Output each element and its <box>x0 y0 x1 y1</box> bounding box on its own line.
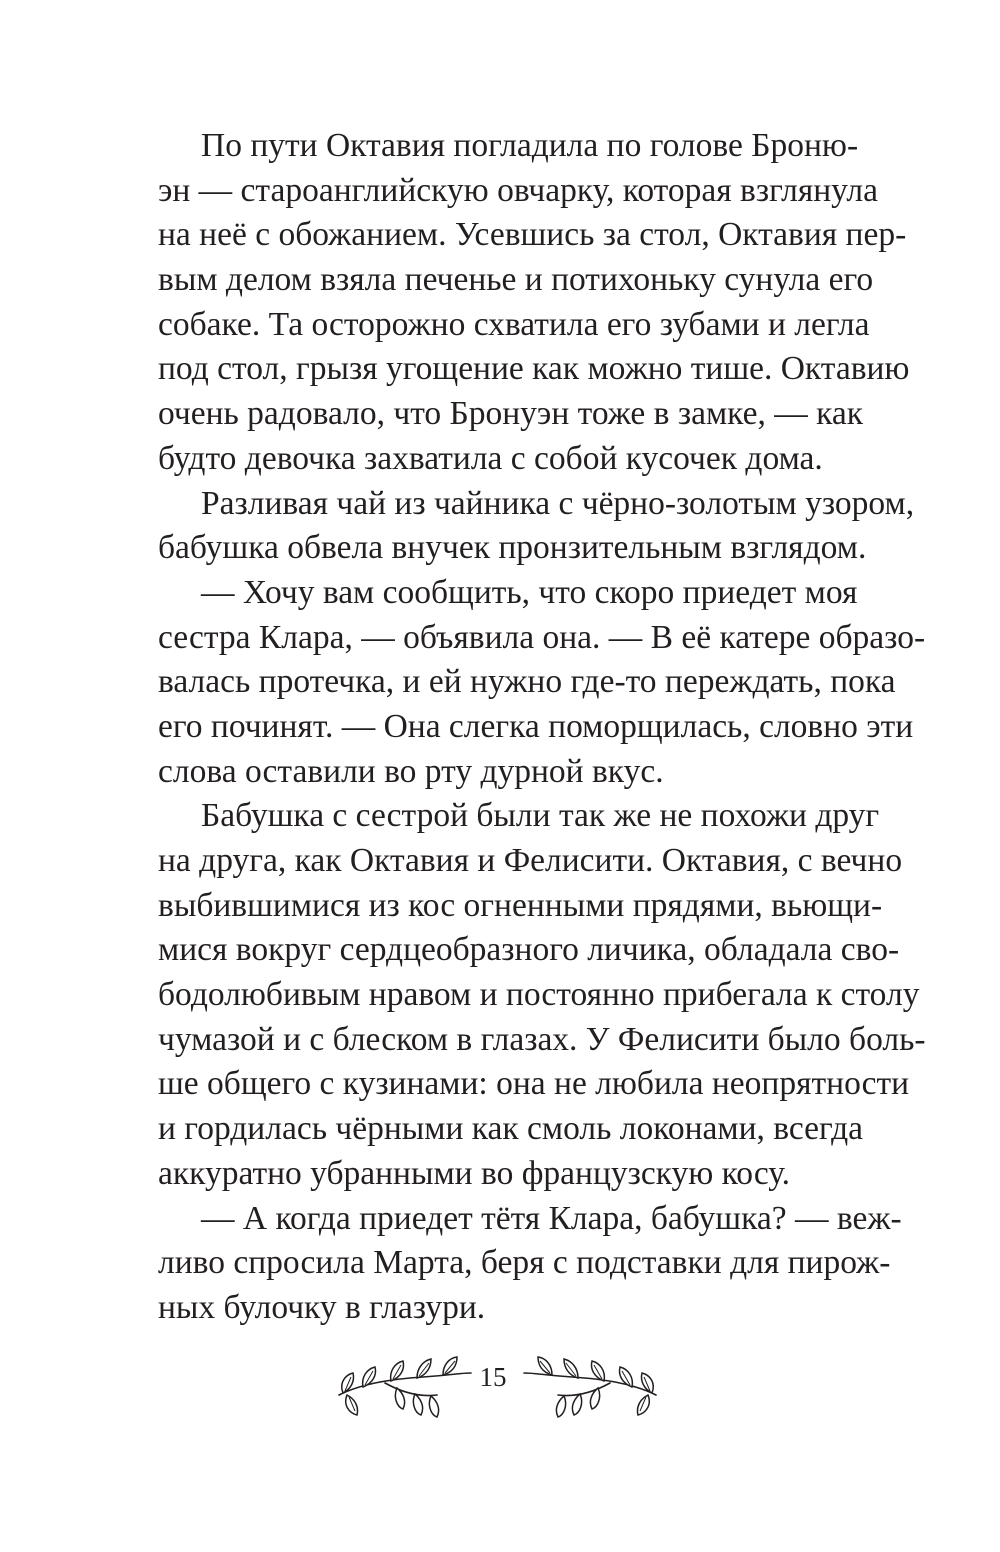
text-line: под стол, грызя угощение как можно тише. Октавию <box>158 350 910 388</box>
text-line: на неё с обожанием. Усевшись за стол, Октавия пер- <box>158 216 907 254</box>
text-line: аккуратно убранными во французскую косу. <box>158 1154 791 1192</box>
text-line: чумазой и с блеском в глазах. У Фелисити было боль- <box>158 1020 926 1058</box>
text-line: — Хочу вам сообщить, что скоро приедет моя <box>201 573 858 611</box>
text-line: бодолюбивым нравом и постоянно прибегала к столу <box>158 976 920 1014</box>
page-footer <box>0 1343 1000 1443</box>
text-line: валась протечка, и ей нужно где-то переждать, пока <box>158 663 896 701</box>
text-line: будто девочка захватила с собой кусочек дома. <box>158 439 823 477</box>
text-line: слова оставили во рту дурной вкус. <box>158 752 664 790</box>
text-line: очень радовало, что Бронуэн тоже в замке, — как <box>158 395 864 433</box>
laurel-branch-icon <box>333 1343 473 1423</box>
text-line: на друга, как Октавия и Фелисити. Октавия, с вечно <box>158 842 903 879</box>
text-line: По пути Октавия погладила по голове Броню- <box>201 127 859 164</box>
text-line: бабушка обвела внучек пронзительным взглядом. <box>158 529 867 567</box>
text-line: Бабушка с сестрой были так же не похожи друг <box>201 797 880 835</box>
text-line: ливо спросила Марта, беря с подставки для пирож- <box>158 1244 891 1282</box>
laurel-branch-icon <box>522 1343 662 1423</box>
text-line: собаке. Та осторожно схватила его зубами и легла <box>158 305 870 343</box>
text-line: — А когда приедет тётя Клара, бабушка? — веж- <box>201 1199 902 1237</box>
paragraph <box>158 1197 902 1331</box>
text-line: выбившимися из кос огненными прядями, вьющи- <box>158 886 883 924</box>
body-text <box>158 124 926 1331</box>
paragraph <box>158 571 926 794</box>
paragraph <box>158 794 926 1196</box>
text-line: и гордилась чёрными как смоль локонами, всегда <box>158 1110 864 1148</box>
text-line: эн — староанглийскую овчарку, которая взглянула <box>158 171 879 209</box>
paragraph <box>158 482 915 571</box>
text-line: его починят. — Она слегка поморщилась, словно эти <box>158 707 914 745</box>
page-number: 15 <box>479 1362 507 1392</box>
paragraph <box>158 124 910 482</box>
text-line: мися вокруг сердцеобразного личика, обладала сво- <box>158 931 900 969</box>
text-line: сестра Клара, — объявила она. — В её катере образо- <box>158 618 926 656</box>
text-line: ше общего с кузинами: она не любила неопрятности <box>158 1065 910 1103</box>
text-line: ных булочку в глазури. <box>158 1288 486 1326</box>
text-line: вым делом взяла печенье и потихоньку сунула его <box>158 261 874 299</box>
text-line: Разливая чай из чайника с чёрно-золотым узором, <box>201 484 915 522</box>
